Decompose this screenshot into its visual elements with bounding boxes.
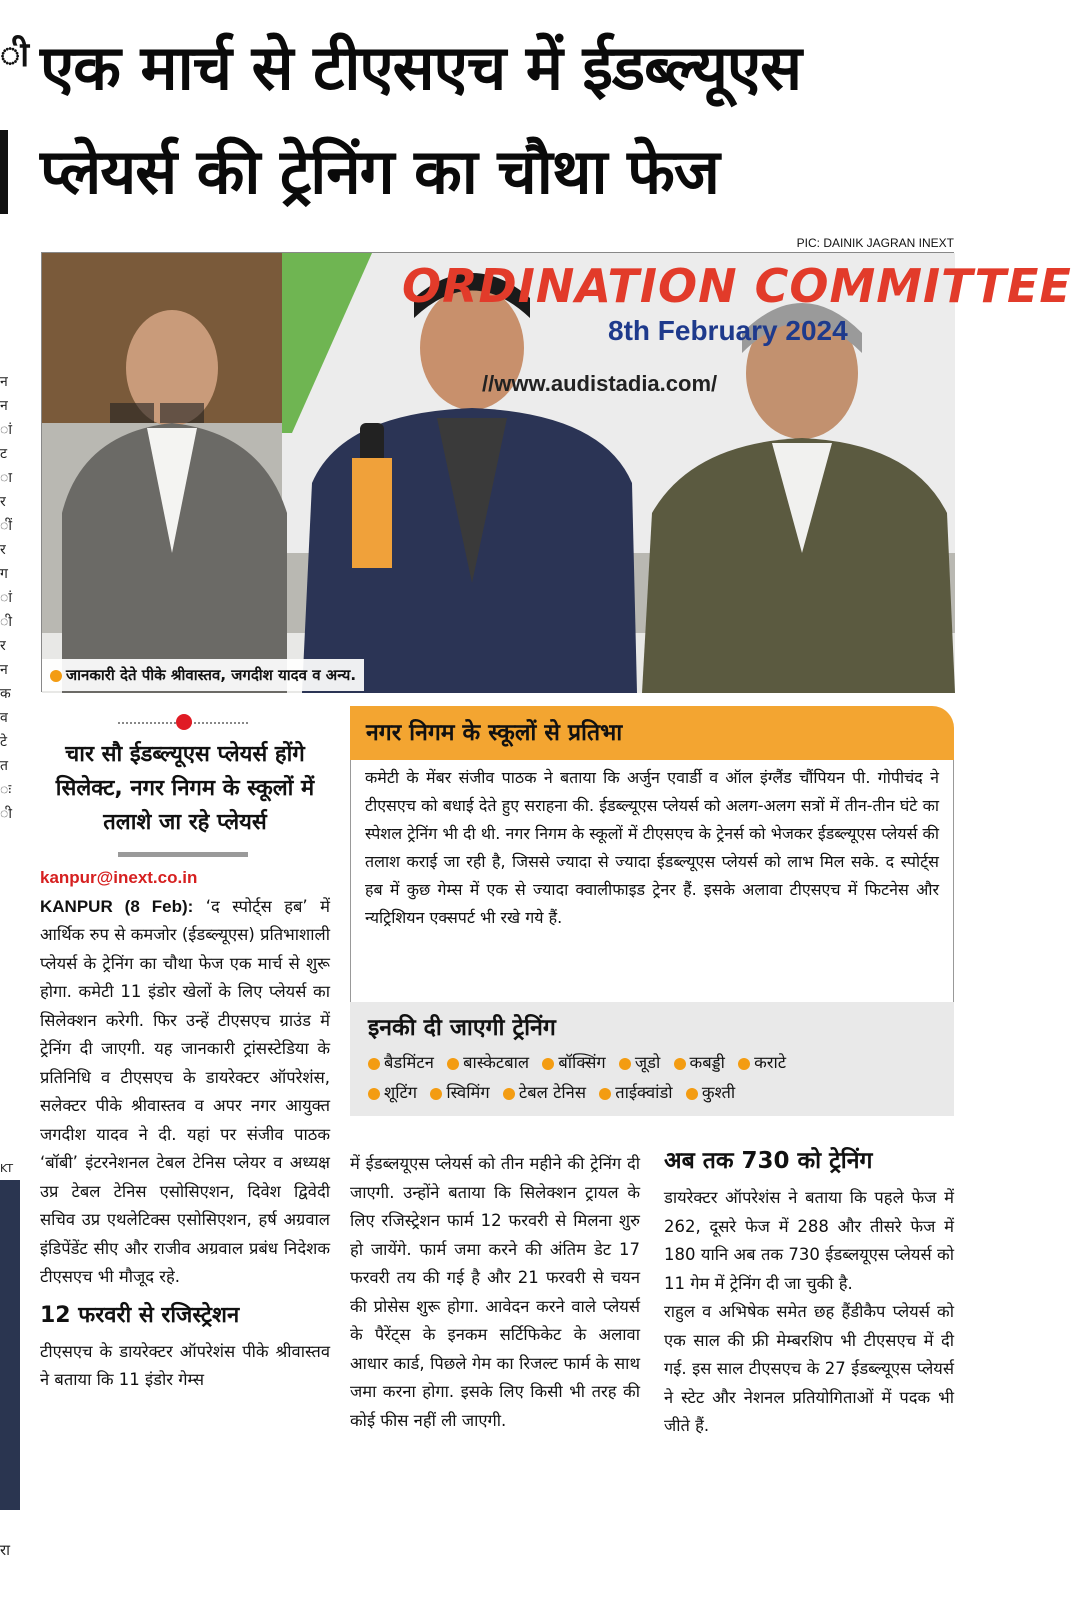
headline-line-2: प्लेयर्स की ट्रेनिंग का चौथा फेज	[40, 135, 719, 208]
bullet-icon	[599, 1088, 611, 1100]
training-list-heading: इनकी दी जाएगी ट्रेनिंग	[368, 1015, 556, 1041]
sport-label: जूडो	[634, 1053, 661, 1072]
column1-paragraph	[40, 893, 330, 1292]
subhead-rule	[118, 852, 248, 857]
bullet-icon	[447, 1058, 459, 1070]
subheadline: चार सौ ईडब्ल्यूएस प्लेयर्स होंगे सिलेक्ट, नगर निगम के स्कूलों में तलाशे जा रहे प्लेयर्स	[55, 742, 315, 835]
sport-item	[447, 1048, 529, 1078]
sport-label: शूटिंग	[384, 1083, 418, 1102]
sport-item	[619, 1048, 660, 1078]
edge-char: ी	[0, 35, 30, 75]
column3-paragraph-1: डायरेक्टर ऑपरेशंस ने बताया कि पहले फेज में 262, दूसरे फेज में 288 और तीसरे फेज में 180 यानि अब तक 730 ईडब्लयूएस प्लेयर्स को 11 गेम में ट्रेनिंग दी जा चुकी है.	[664, 1188, 954, 1293]
sport-label: कराटे	[754, 1053, 787, 1072]
article-column-3	[664, 1140, 954, 1441]
sport-label: टेबल टेनिस	[518, 1083, 586, 1102]
bullet-icon	[503, 1088, 515, 1100]
bullet-icon	[738, 1058, 750, 1070]
neighbour-photo-edge	[0, 1180, 20, 1510]
news-photo	[41, 252, 1072, 692]
sport-item	[599, 1078, 672, 1108]
bullet-icon	[674, 1058, 686, 1070]
bullet-icon	[50, 670, 62, 682]
edge-block	[0, 130, 8, 214]
sport-label: कबड्डी	[689, 1053, 725, 1072]
highlight-box-body: कमेटी के मेंबर संजीव पाठक ने बताया कि अर्जुन एवार्डी व ऑल इंग्लैंड चौंपियन पी. गोपीचंद ने टीएसएच को बधाई देते हुए सराहना की. ईडब्ल्यूएस प्लेयर्स को अलग-अलग सत्रों में तीन-तीन घंटे का स्पेशल ट्रेनिंग भी दी थी. नगर निगम के स्कूलों में टीएसएच के ट्रेनर्स को भेजकर ईडब्ल्यूएस प्लेयर्स की तलाश कराई जा रही है, जिससे ज्यादा से ज्यादा ईडब्ल्यूएस प्लेयर्स को लाभ मिल सके. द स्पोर्ट्स हब में कुछ गेम्स में एक से ज्यादा क्वालीफाइड ट्रेनर हैं. इसके अलावा टीएसएच में फिटनेस और न्यट्रिशियन एक्सपर्ट भी रखे गये हैं.	[350, 760, 954, 1006]
column3-paragraph-2: राहुल व अभिषेक समेत छह हैंडीकैप प्लेयर्स को एक साल की फ्री मेम्बरशिप भी टीएसएच में दी गई. इस साल टीएसएच के 27 ईडब्ल्यूएस प्लेयर्स ने स्टेट और नेशनल प्रतियोगिताओं में पदक भी जीते हैं.	[664, 1302, 954, 1435]
sport-item	[674, 1048, 725, 1078]
bullet-icon	[430, 1088, 442, 1100]
photo-caption-text: जानकारी देते पीके श्रीवास्तव, जगदीश यादव व अन्य.	[66, 666, 357, 684]
article-column-1	[40, 864, 330, 1395]
reporter-email[interactable]: kanpur@inext.co.in	[40, 868, 198, 887]
sports-list	[368, 1048, 936, 1108]
edge-fragment	[0, 30, 30, 76]
sport-label: बैडमिंटन	[384, 1053, 434, 1072]
sport-label: बॉक्सिंग	[558, 1053, 606, 1072]
bullet-icon	[619, 1058, 631, 1070]
highlight-box	[350, 706, 954, 1006]
banner-title: ORDINATION COMMITTEE	[402, 259, 1072, 313]
column1-body: ‘द स्पोर्ट्स हब’ में आर्थिक रुप से कमजोर (ईडब्ल्यूएस) प्रतिभाशाली प्लेयर्स के ट्रेनिंग का चौथा फेज एक मार्च से शुरू होगा. कमेटी 11 इंडोर खेलों के लिए प्लेयर्स का सिलेक्शन करेगी. फिर उन्हें टीएसएच ग्राउंड में ट्रेनिंग दी जाएगी. यह जानकारी ट्रांसस्टेडिया के प्रतिनिधि व टीएसएच के डायरेक्टर ऑपरेशंस, सलेक्टर पीके श्रीवास्तव व अपर नगर आयुक्त जगदीश यादव ने दी. यहां पर संजीव पाठक ‘बॉबी’ इंटरनेशनल टेबल टेनिस प्लेयर व अध्यक्ष उप्र टेबल टेनिस एसोसिएशन, दिवेश द्विवेदी सचिव उप्र एथलेटिक्स एसोसिएशन, हर्ष अग्रवाल इंडिपेंडेंट सीए और राजीव अग्रवाल प्रबंध निदेशक टीएसएच भी मौजूद रहे.	[40, 896, 330, 1286]
neighbour-text: रा	[0, 1541, 11, 1559]
sport-label: ताईक्वांडो	[615, 1083, 673, 1102]
sport-item	[368, 1048, 434, 1078]
sport-item	[503, 1078, 586, 1108]
bullet-icon	[686, 1088, 698, 1100]
sport-item	[368, 1078, 417, 1108]
photo-caption	[42, 659, 364, 691]
sport-item	[542, 1048, 605, 1078]
bullet-icon	[542, 1058, 554, 1070]
banner-date: 8th February 2024	[608, 315, 848, 346]
neighbour-column-strip: न न ां ट ा र ीं र ग ां ी र न क व टे त ः ी	[0, 374, 12, 822]
sport-item	[430, 1078, 489, 1108]
dateline: KANPUR (8 Feb):	[40, 896, 194, 916]
photo-credit: PIC: DAINIK JAGRAN INEXT	[796, 236, 954, 250]
column1-paragraph-2: टीएसएच के डायरेक्टर ऑपरेशंस पीके श्रीवास्तव ने बताया कि 11 इंडोर गेम्स	[40, 1341, 330, 1389]
training-list-box	[350, 1002, 954, 1116]
sport-item	[738, 1048, 786, 1078]
section-heading-730: अब तक 730 को ट्रेनिंग	[664, 1148, 873, 1174]
red-dot-icon	[176, 714, 192, 730]
banner-url: //www.audistadia.com/	[482, 371, 718, 396]
section-heading-registration: 12 फरवरी से रजिस्ट्रेशन	[40, 1302, 240, 1328]
neighbour-tag: KT	[0, 1162, 14, 1175]
sport-label: बास्केटबाल	[463, 1053, 530, 1072]
bullet-icon	[368, 1058, 380, 1070]
highlight-box-heading: नगर निगम के स्कूलों से प्रतिभा	[350, 706, 954, 760]
sport-label: कुश्ती	[701, 1083, 736, 1102]
sport-item	[686, 1078, 735, 1108]
article-column-2	[350, 1150, 640, 1435]
column2-body: में ईडब्लयूएस प्लेयर्स को तीन महीने की ट्रेनिंग दी जाएगी. उन्होंने बताया कि सिलेक्शन ट्रायल के लिए रजिस्ट्रेशन फार्म 12 फरवरी से मिलना शुरु हो जायेंगे. फार्म जमा करने की अंतिम डेट 17 फरवरी तय की गई है और 21 फरवरी से चयन की प्रोसेस शुरू होगा. आवेदन करने वाले प्लेयर्स के पैरेंट्स के इनकम सर्टिफिकेट के अलावा आधार कार्ड, पिछले गेम का रिजल्ट फार्म के साथ जमा करना होगा. इसके लिए किसी भी तरह की कोई फीस नहीं ली जाएगी.	[350, 1154, 640, 1430]
sport-label: स्विमिंग	[446, 1083, 490, 1102]
bullet-icon	[368, 1088, 380, 1100]
headline	[40, 16, 952, 224]
headline-line-1: एक मार्च से टीएसएच में ईडब्ल्यूएस	[40, 31, 802, 104]
